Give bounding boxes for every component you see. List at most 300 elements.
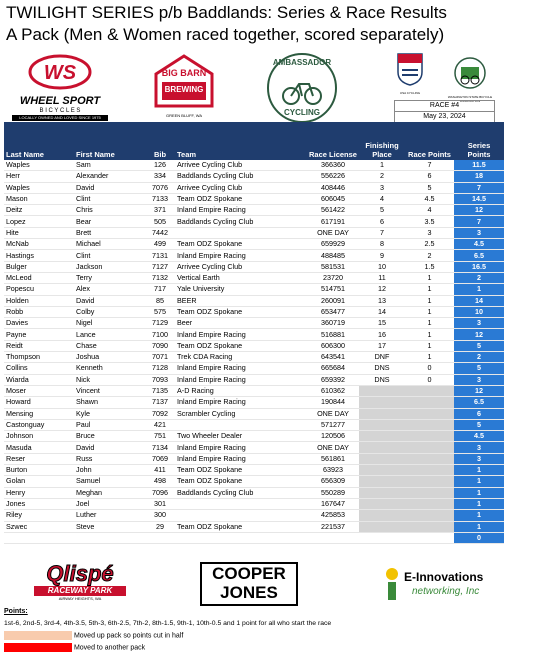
bib-cell: 334 — [145, 171, 175, 182]
last-name-cell: Wiarda — [4, 374, 74, 385]
header-row — [4, 122, 504, 160]
race-points-cell: 1.5 — [405, 261, 454, 272]
series-points-cell: 4.5 — [454, 239, 504, 250]
last-name-cell: Castonguay — [4, 419, 74, 430]
finishing-place-cell — [359, 476, 405, 487]
team-cell: Vertical Earth — [175, 272, 307, 283]
team-cell: Team ODZ Spokane — [175, 465, 307, 476]
finishing-place-cell: 2 — [359, 171, 405, 182]
last-name-cell: Waples — [4, 182, 74, 193]
table-row — [4, 284, 504, 295]
bib-cell: 498 — [145, 476, 175, 487]
last-name-cell: Herr — [4, 171, 74, 182]
series-points-cell: 6.5 — [454, 250, 504, 261]
series-points-cell: 5 — [454, 363, 504, 374]
team-cell: Baddlands Cycling Club — [175, 216, 307, 227]
last-name-cell: Popescu — [4, 284, 74, 295]
bib-cell: 301 — [145, 498, 175, 509]
race-license-cell: 63923 — [307, 465, 359, 476]
race-points-cell: 1 — [405, 295, 454, 306]
table-row — [4, 453, 504, 464]
series-points-cell: 1 — [454, 465, 504, 476]
series-points-cell: 1 — [454, 498, 504, 509]
race-license-cell: 366360 — [307, 160, 359, 171]
last-name-cell: Henry — [4, 487, 74, 498]
race-license-cell: 360719 — [307, 318, 359, 329]
team-cell: Inland Empire Racing — [175, 374, 307, 385]
series-points-cell: 11.5 — [454, 160, 504, 171]
bib-cell: 7071 — [145, 352, 175, 363]
last-name-cell: Waples — [4, 160, 74, 171]
race-points-cell — [405, 487, 454, 498]
finishing-place-cell: 1 — [359, 160, 405, 171]
first-name-cell: Colby — [74, 306, 145, 317]
last-name-cell: Mason — [4, 193, 74, 204]
race-license-cell: 561861 — [307, 453, 359, 464]
team-cell: Inland Empire Racing — [175, 397, 307, 408]
table-row — [4, 306, 504, 317]
bib-cell: 7128 — [145, 363, 175, 374]
bib-cell: 421 — [145, 419, 175, 430]
finishing-place-cell — [359, 442, 405, 453]
table-row — [4, 295, 504, 306]
race-license-cell: 610362 — [307, 385, 359, 396]
first-name-cell: Clint — [74, 193, 145, 204]
team-cell — [175, 419, 307, 430]
col-header: Finishing Place — [359, 122, 405, 160]
first-name-cell: Russ — [74, 453, 145, 464]
first-name-cell: David — [74, 295, 145, 306]
bib-cell: 371 — [145, 205, 175, 216]
race-license-cell: ONE DAY — [307, 227, 359, 238]
col-header: Race Points — [405, 122, 454, 160]
race-points-cell: 6 — [405, 171, 454, 182]
race-license-cell: 643541 — [307, 352, 359, 363]
finishing-place-cell: 8 — [359, 239, 405, 250]
finishing-place-cell — [359, 385, 405, 396]
race-license-cell: 659392 — [307, 374, 359, 385]
series-points-cell: 12 — [454, 385, 504, 396]
last-name-cell: Collins — [4, 363, 74, 374]
team-cell: BEER — [175, 295, 307, 306]
series-points-cell: 14.5 — [454, 193, 504, 204]
first-name-cell: John — [74, 465, 145, 476]
first-name-cell: Bear — [74, 216, 145, 227]
team-cell: Inland Empire Racing — [175, 329, 307, 340]
race-license-cell: 561422 — [307, 205, 359, 216]
race-points-cell — [405, 465, 454, 476]
first-name-cell: Kyle — [74, 408, 145, 419]
finishing-place-cell: 13 — [359, 295, 405, 306]
race-license-cell: 606045 — [307, 193, 359, 204]
first-name-cell: Lance — [74, 329, 145, 340]
series-points-cell: 6.5 — [454, 397, 504, 408]
first-name-cell: Chase — [74, 340, 145, 351]
team-cell: Team ODZ Spokane — [175, 193, 307, 204]
table-row — [4, 193, 504, 204]
first-name-cell: Joshua — [74, 352, 145, 363]
bib-cell: 300 — [145, 510, 175, 521]
bib-cell: 7093 — [145, 374, 175, 385]
table-row — [4, 352, 504, 363]
table-row — [4, 340, 504, 351]
race-license-cell: 516881 — [307, 329, 359, 340]
race-points-cell: 4.5 — [405, 193, 454, 204]
team-cell: Inland Empire Racing — [175, 453, 307, 464]
race-license-cell: 581531 — [307, 261, 359, 272]
team-cell: Baddlands Cycling Club — [175, 171, 307, 182]
finishing-place-cell: DNF — [359, 352, 405, 363]
table-row — [4, 261, 504, 272]
bib-cell: 7129 — [145, 318, 175, 329]
series-points-cell: 3 — [454, 453, 504, 464]
table-row — [4, 498, 504, 509]
last-name-cell — [4, 532, 74, 543]
finishing-place-cell: 17 — [359, 340, 405, 351]
first-name-cell: Meghan — [74, 487, 145, 498]
race-license-cell: 659929 — [307, 239, 359, 250]
series-points-cell: 1 — [454, 476, 504, 487]
first-name-cell: Shawn — [74, 397, 145, 408]
bib-cell: 7069 — [145, 453, 175, 464]
team-cell: Inland Empire Racing — [175, 442, 307, 453]
race-points-cell — [405, 476, 454, 487]
series-points-cell: 12 — [454, 205, 504, 216]
race-license-cell: 571277 — [307, 419, 359, 430]
race-points-cell: 7 — [405, 160, 454, 171]
finishing-place-cell: 11 — [359, 272, 405, 283]
first-name-cell: Jackson — [74, 261, 145, 272]
legend-item: Moved to another pack — [4, 643, 145, 652]
series-points-cell: 1 — [454, 521, 504, 532]
series-points-cell: 7 — [454, 182, 504, 193]
race-points-cell: 1 — [405, 329, 454, 340]
finishing-place-cell: 9 — [359, 250, 405, 261]
bib-cell: 7134 — [145, 442, 175, 453]
bib-cell: 7096 — [145, 487, 175, 498]
team-cell: Arrivee Cycling Club — [175, 160, 307, 171]
team-cell — [175, 227, 307, 238]
last-name-cell: Robb — [4, 306, 74, 317]
bib-cell: 575 — [145, 306, 175, 317]
finishing-place-cell: 15 — [359, 318, 405, 329]
race-date: May 23, 2024 — [394, 112, 495, 123]
bib-cell: 7127 — [145, 261, 175, 272]
table-row — [4, 363, 504, 374]
team-cell: Team ODZ Spokane — [175, 521, 307, 532]
bib-cell: 717 — [145, 284, 175, 295]
table-row — [4, 521, 504, 532]
table-row — [4, 510, 504, 521]
table-row — [4, 182, 504, 193]
first-name-cell: David — [74, 182, 145, 193]
series-points-cell: 6 — [454, 408, 504, 419]
first-name-cell: Nigel — [74, 318, 145, 329]
last-name-cell: Deitz — [4, 205, 74, 216]
race-license-cell: 425853 — [307, 510, 359, 521]
finishing-place-cell — [359, 431, 405, 442]
team-cell: Arrivee Cycling Club — [175, 261, 307, 272]
series-points-cell: 1 — [454, 510, 504, 521]
race-points-cell: 1 — [405, 318, 454, 329]
finishing-place-cell: 12 — [359, 284, 405, 295]
team-cell: Team ODZ Spokane — [175, 306, 307, 317]
finishing-place-cell: 3 — [359, 182, 405, 193]
last-name-cell: Howard — [4, 397, 74, 408]
finishing-place-cell — [359, 532, 405, 543]
first-name-cell: Bruce — [74, 431, 145, 442]
qlispe-logo: Qlispé RACEWAY PARK AIRWAY HEIGHTS, WA — [20, 562, 140, 608]
last-name-cell: Hastings — [4, 250, 74, 261]
finishing-place-cell — [359, 419, 405, 430]
bib-cell: 7442 — [145, 227, 175, 238]
finishing-place-cell: 5 — [359, 205, 405, 216]
race-info — [394, 100, 495, 123]
finishing-place-cell — [359, 498, 405, 509]
race-license-cell: 488485 — [307, 250, 359, 261]
race-points-cell: 3 — [405, 227, 454, 238]
last-name-cell: McLeod — [4, 272, 74, 283]
last-name-cell: Holden — [4, 295, 74, 306]
race-points-cell — [405, 532, 454, 543]
race-license-cell: 656309 — [307, 476, 359, 487]
race-points-cell: 0 — [405, 363, 454, 374]
last-name-cell: Jones — [4, 498, 74, 509]
series-points-cell: 3 — [454, 374, 504, 385]
legend-swatch — [4, 631, 72, 640]
last-name-cell: Riley — [4, 510, 74, 521]
first-name-cell: Luther — [74, 510, 145, 521]
race-points-cell: 1 — [405, 340, 454, 351]
table-row — [4, 160, 504, 171]
last-name-cell: Payne — [4, 329, 74, 340]
last-name-cell: Szwec — [4, 521, 74, 532]
first-name-cell: David — [74, 442, 145, 453]
race-points-cell: 5 — [405, 182, 454, 193]
last-name-cell: Reidt — [4, 340, 74, 351]
last-name-cell: Masuda — [4, 442, 74, 453]
table-row — [4, 318, 504, 329]
bib-cell: 411 — [145, 465, 175, 476]
race-license-cell: 260091 — [307, 295, 359, 306]
first-name-cell: Sam — [74, 160, 145, 171]
race-license-cell: 514751 — [307, 284, 359, 295]
race-points-cell: 0 — [405, 374, 454, 385]
team-cell: Scrambler Cycling — [175, 408, 307, 419]
team-cell: Inland Empire Racing — [175, 205, 307, 216]
bib-cell: 7133 — [145, 193, 175, 204]
bib-cell: 7076 — [145, 182, 175, 193]
first-name-cell: Alex — [74, 284, 145, 295]
last-name-cell: Bulger — [4, 261, 74, 272]
finishing-place-cell: 16 — [359, 329, 405, 340]
last-name-cell: Reser — [4, 453, 74, 464]
table-row — [4, 205, 504, 216]
series-points-cell: 3 — [454, 227, 504, 238]
col-header: Race License — [307, 122, 359, 160]
race-points-cell: 4 — [405, 205, 454, 216]
race-points-cell — [405, 498, 454, 509]
first-name-cell: Kenneth — [74, 363, 145, 374]
series-points-cell: 3 — [454, 318, 504, 329]
race-points-cell — [405, 397, 454, 408]
bigbarn-logo: BIG BARN BREWING GREEN BLUFF, WA — [152, 52, 216, 122]
series-points-cell: 14 — [454, 295, 504, 306]
bib-cell: 751 — [145, 431, 175, 442]
team-cell: Yale University — [175, 284, 307, 295]
race-points-cell: 1 — [405, 272, 454, 283]
wheelsport-logo: WS WHEEL SPORT B I C Y C L E S LOCALLY OWNED AND LOVED SINCE 1975 — [8, 54, 112, 124]
first-name-cell: Clint — [74, 250, 145, 261]
table-row — [4, 397, 504, 408]
race-points-cell — [405, 419, 454, 430]
col-header: Last Name — [4, 122, 74, 160]
table-row — [4, 239, 504, 250]
series-points-cell: 10 — [454, 306, 504, 317]
race-license-cell: 617191 — [307, 216, 359, 227]
race-points-cell — [405, 408, 454, 419]
e-innovations-logo: E-Innovations networking, Inc — [382, 566, 512, 606]
last-name-cell: Golan — [4, 476, 74, 487]
race-license-cell: 408446 — [307, 182, 359, 193]
table-row — [4, 442, 504, 453]
series-points-cell: 16.5 — [454, 261, 504, 272]
title-line-2: A Pack (Men & Women raced together, scored separately) — [6, 25, 445, 44]
table-row — [4, 465, 504, 476]
series-points-cell: 4.5 — [454, 431, 504, 442]
wsba-logo: WASHINGTON STATE BICYCLE ASSOCIATION — [440, 56, 500, 96]
race-points-cell: 3.5 — [405, 216, 454, 227]
finishing-place-cell: 7 — [359, 227, 405, 238]
col-header: Bib — [145, 122, 175, 160]
series-points-cell: 0 — [454, 532, 504, 543]
legend-swatch — [4, 643, 72, 652]
table-row — [4, 272, 504, 283]
first-name-cell: Paul — [74, 419, 145, 430]
race-license-cell: 665684 — [307, 363, 359, 374]
race-license-cell: ONE DAY — [307, 408, 359, 419]
title-line-1: TWILIGHT SERIES p/b Baddlands: Series & Race Results — [6, 3, 447, 22]
finishing-place-cell: 4 — [359, 193, 405, 204]
series-points-cell: 2 — [454, 352, 504, 363]
table-row — [4, 419, 504, 430]
first-name-cell: Steve — [74, 521, 145, 532]
team-cell: Inland Empire Racing — [175, 363, 307, 374]
finishing-place-cell — [359, 487, 405, 498]
last-name-cell: Davies — [4, 318, 74, 329]
col-header: Series Points — [454, 122, 504, 160]
table-row — [4, 250, 504, 261]
bib-cell: 29 — [145, 521, 175, 532]
finishing-place-cell: DNS — [359, 363, 405, 374]
finishing-place-cell — [359, 510, 405, 521]
ambassador-cycling-logo: AMBASSADOR CYCLING — [264, 52, 340, 124]
race-license-cell: ONE DAY — [307, 442, 359, 453]
finishing-place-cell: 14 — [359, 306, 405, 317]
finishing-place-cell — [359, 453, 405, 464]
table-row — [4, 408, 504, 419]
bib-cell: 7135 — [145, 385, 175, 396]
table-row — [4, 431, 504, 442]
team-cell: Baddlands Cycling Club — [175, 487, 307, 498]
first-name-cell: Chris — [74, 205, 145, 216]
table-row — [4, 476, 504, 487]
results-table — [4, 122, 504, 544]
team-cell — [175, 510, 307, 521]
team-cell: Beer — [175, 318, 307, 329]
finishing-place-cell — [359, 465, 405, 476]
last-name-cell: Mensing — [4, 408, 74, 419]
cooper-jones-logo: COOPER JONES — [200, 562, 298, 606]
race-points-cell — [405, 442, 454, 453]
race-points-cell: 1 — [405, 284, 454, 295]
table-row — [4, 171, 504, 182]
race-points-cell — [405, 510, 454, 521]
race-license-cell — [307, 532, 359, 543]
race-points-cell — [405, 453, 454, 464]
bib-cell: 7092 — [145, 408, 175, 419]
race-license-cell: 221537 — [307, 521, 359, 532]
finishing-place-cell — [359, 408, 405, 419]
race-points-cell: 1 — [405, 352, 454, 363]
race-license-cell: 23720 — [307, 272, 359, 283]
team-cell: Inland Empire Racing — [175, 250, 307, 261]
table-row — [4, 329, 504, 340]
bib-cell: 505 — [145, 216, 175, 227]
bib-cell: 499 — [145, 239, 175, 250]
series-points-cell: 1 — [454, 487, 504, 498]
usa-cycling-logo: USA CYCLING — [396, 52, 424, 92]
series-points-cell: 18 — [454, 171, 504, 182]
series-points-cell: 5 — [454, 419, 504, 430]
team-cell — [175, 532, 307, 543]
race-points-cell: 1 — [405, 306, 454, 317]
first-name-cell: Alexander — [74, 171, 145, 182]
first-name-cell: Terry — [74, 272, 145, 283]
bib-cell — [145, 532, 175, 543]
race-points-cell — [405, 521, 454, 532]
table-row — [4, 216, 504, 227]
series-points-cell: 7 — [454, 216, 504, 227]
team-cell: A-D Racing — [175, 385, 307, 396]
first-name-cell: Michael — [74, 239, 145, 250]
last-name-cell: Johnson — [4, 431, 74, 442]
table-row — [4, 385, 504, 396]
series-points-cell: 5 — [454, 340, 504, 351]
finishing-place-cell — [359, 397, 405, 408]
points-text: 1st-6, 2nd-5, 3rd-4, 4th-3.5, 5th-3, 6th-2.5, 7th-2, 8th-1.5, 9th-1, 10th-0.5 and 1 point for all who start the race — [4, 620, 332, 627]
team-cell: Trek CDA Racing — [175, 352, 307, 363]
table-row — [4, 532, 504, 543]
last-name-cell: Lopez — [4, 216, 74, 227]
last-name-cell: McNab — [4, 239, 74, 250]
series-points-cell: 1 — [454, 284, 504, 295]
race-points-cell: 2.5 — [405, 239, 454, 250]
team-cell: Team ODZ Spokane — [175, 239, 307, 250]
race-license-cell: 167647 — [307, 498, 359, 509]
table-row — [4, 374, 504, 385]
finishing-place-cell: 6 — [359, 216, 405, 227]
legend-item: Moved up pack so points cut in half — [4, 631, 183, 640]
col-header: First Name — [74, 122, 145, 160]
last-name-cell: Burton — [4, 465, 74, 476]
first-name-cell: Nick — [74, 374, 145, 385]
first-name-cell: Joel — [74, 498, 145, 509]
svg-text:WS: WS — [43, 62, 77, 84]
team-cell — [175, 498, 307, 509]
last-name-cell: Thompson — [4, 352, 74, 363]
col-header: Team — [175, 122, 307, 160]
